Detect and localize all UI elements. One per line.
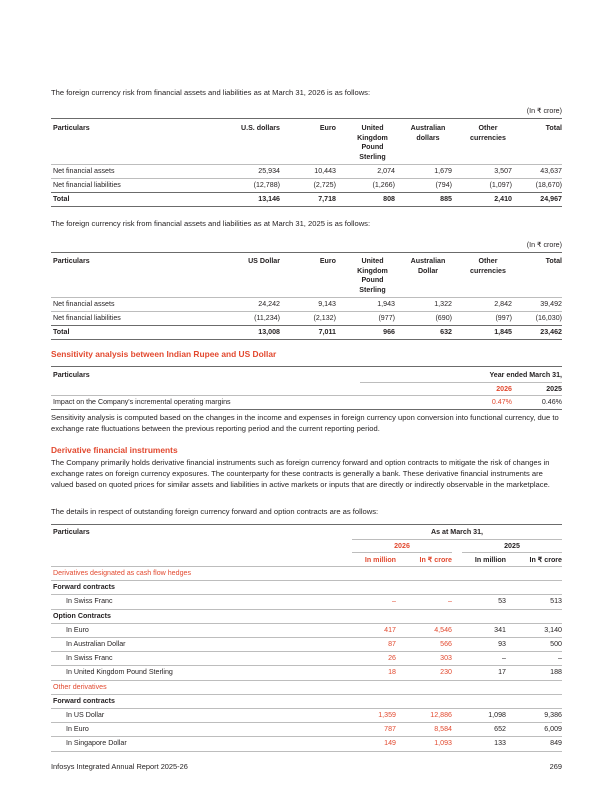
table2-cell: 966 — [383, 328, 395, 336]
derivatives-cell: 93 — [498, 640, 506, 648]
table2-row-label: Net financial assets — [53, 300, 115, 308]
derivatives-cell: – — [502, 654, 506, 663]
table2-cell: 7,011 — [318, 328, 336, 336]
sensitivity-year-prior: 2025 — [546, 385, 562, 393]
table1-header-usd: U.S. dollars — [240, 124, 280, 132]
derivatives-cell: 566 — [440, 640, 452, 648]
derivatives-row-label: In United Kingdom Pound Sterling — [66, 668, 173, 677]
table1-cell: 808 — [383, 195, 395, 203]
table2-cell: (2,132) — [313, 314, 336, 322]
derivatives-row-rule — [51, 722, 562, 723]
derivatives-header-group: As at March 31, — [430, 528, 484, 536]
derivatives-cell: – — [558, 654, 562, 663]
table2-cell: 24,242 — [258, 300, 280, 308]
derivatives-cell: 26 — [388, 654, 396, 663]
table2-row-rule — [51, 311, 562, 312]
derivatives-row-label: In Swiss Franc — [66, 654, 113, 663]
derivatives-cell: 17 — [498, 668, 506, 677]
derivatives-group-rule — [352, 539, 562, 540]
derivatives-header-particulars: Particulars — [53, 528, 90, 536]
derivatives-cell: 652 — [494, 725, 506, 734]
derivatives-cell: 303 — [440, 654, 452, 663]
derivatives-cell: 188 — [550, 668, 562, 677]
derivatives-row-label: In US Dollar — [66, 711, 105, 719]
table2-cell: 13,008 — [258, 328, 280, 336]
table1-header-total: Total — [545, 124, 562, 132]
table1-cell: (1,266) — [372, 181, 395, 189]
derivatives-current-rule — [352, 552, 452, 553]
sensitivity-header-rule — [51, 395, 562, 396]
derivatives-row-rule — [51, 751, 562, 752]
table1-cell: 13,146 — [258, 195, 280, 203]
table1-unit: (In ₹ crore) — [526, 107, 562, 115]
table2-cell: 1,943 — [377, 300, 395, 308]
derivatives-cell: 4,546 — [434, 625, 452, 634]
derivatives-para2: The details in respect of outstanding foreign currency forward and option contracts are as follows: — [51, 507, 379, 516]
table1-cell: (2,725) — [313, 181, 336, 189]
table1-cell: (794) — [435, 181, 452, 189]
derivatives-cell: 1,098 — [488, 711, 506, 719]
table2-cell: 632 — [440, 328, 452, 336]
derivatives-cell: 787 — [384, 725, 396, 734]
sensitivity-bottom-rule — [51, 409, 562, 410]
table1-row-rule — [51, 178, 562, 179]
derivatives-row-rule — [51, 665, 562, 666]
table2-cell: (997) — [495, 314, 512, 322]
derivatives-sub-million-prior: In million — [474, 556, 506, 564]
table2-cell: 23,462 — [540, 328, 562, 336]
table2-cell: 39,492 — [540, 300, 562, 308]
table1-row-rule — [51, 206, 562, 207]
table2-header-usd: US Dollar — [248, 257, 280, 265]
derivatives-cell: 500 — [550, 640, 562, 648]
table1-cell: 24,967 — [540, 195, 562, 203]
derivatives-row-rule — [51, 637, 562, 638]
table2-cell: 9,143 — [318, 300, 336, 308]
derivatives-sub-million-current: In million — [364, 556, 396, 564]
derivatives-cell: 1,093 — [434, 739, 452, 748]
table1-header-gbp: United Kingdom Pound Sterling — [357, 124, 388, 161]
table2-header-other: Other currencies — [470, 257, 506, 275]
derivatives-cell: 513 — [550, 597, 562, 606]
derivatives-cell: 87 — [388, 640, 396, 648]
derivatives-year-prior: 2025 — [504, 542, 520, 550]
derivatives-subgroup-label: Forward contracts — [53, 583, 115, 592]
table1-header-particulars: Particulars — [53, 124, 90, 132]
derivatives-cell: 18 — [388, 668, 396, 677]
sensitivity-note: Sensitivity analysis is computed based on the changes in the income and expenses in foreign currency upon conversion into functional currency, due to exchange rate fluctuations between the previous reporting period and the current reporting period. — [51, 413, 559, 433]
derivatives-subgroup-label: Forward contracts — [53, 696, 115, 705]
sensitivity-value-prior: 0.46% — [541, 398, 562, 406]
table1-cell: (12,788) — [253, 181, 280, 189]
derivatives-row-label: In Singapore Dollar — [66, 739, 127, 748]
derivatives-cell: 6,009 — [544, 725, 562, 734]
table2-cell: (690) — [435, 314, 452, 322]
derivatives-cell: 53 — [498, 597, 506, 606]
table2-cell: 1,322 — [434, 300, 452, 308]
derivatives-row-rule — [51, 736, 562, 737]
derivatives-cell: 849 — [550, 739, 562, 748]
footer-report-title: Infosys Integrated Annual Report 2025-26 — [51, 762, 188, 771]
derivatives-cell: 8,584 — [434, 725, 452, 734]
derivatives-row-rule — [51, 580, 562, 581]
table2-cell: 1,845 — [494, 328, 512, 336]
derivatives-row-rule — [51, 623, 562, 624]
table1-cell: 7,718 — [318, 195, 336, 203]
derivatives-heading: Derivative financial instruments — [51, 445, 178, 455]
sensitivity-row-label: Impact on the Company's incremental operating margins — [53, 398, 231, 406]
derivatives-row-rule — [51, 651, 562, 652]
table1-cell: 2,074 — [377, 167, 395, 175]
table2-top-rule — [51, 252, 562, 253]
table1-header-rule — [51, 164, 562, 165]
table1-cell: 885 — [440, 195, 452, 203]
derivatives-subgroup-label: Option Contracts — [53, 611, 111, 620]
table1-intro: The foreign currency risk from financial assets and liabilities as at March 31, 2026 is as follows: — [51, 88, 371, 97]
derivatives-row-label: In Euro — [66, 725, 89, 734]
table1-cell: 10,443 — [314, 167, 336, 175]
table2-header-euro: Euro — [319, 257, 336, 265]
sensitivity-header-group: Year ended March 31, — [489, 371, 562, 379]
table1-top-rule — [51, 118, 562, 119]
table1-row-label: Net financial assets — [53, 167, 115, 175]
derivatives-cell: 1,359 — [378, 711, 396, 719]
table1-cell: 43,637 — [540, 167, 562, 175]
table2-total-rule — [51, 325, 562, 326]
derivatives-cell: 133 — [494, 739, 506, 748]
table2-header-total: Total — [545, 257, 562, 265]
derivatives-header-rule — [51, 566, 562, 567]
table2-header-particulars: Particulars — [53, 257, 90, 265]
table1-cell: 25,934 — [258, 167, 280, 175]
table1-cell: 3,507 — [494, 167, 512, 175]
sensitivity-top-rule — [51, 366, 562, 367]
table2-cell: (977) — [378, 314, 395, 322]
table1-cell: 1,679 — [434, 167, 452, 175]
table1-cell: (1,097) — [489, 181, 512, 189]
derivatives-row-label: In Euro — [66, 625, 89, 634]
table2-cell: (16,030) — [535, 314, 562, 322]
sensitivity-year-current: 2026 — [496, 385, 512, 393]
table1-header-euro: Euro — [319, 124, 336, 132]
derivatives-sub-crore-prior: In ₹ crore — [529, 556, 562, 564]
sensitivity-heading: Sensitivity analysis between Indian Rupee and US Dollar — [51, 349, 277, 359]
derivatives-top-rule — [51, 524, 562, 525]
derivatives-year-current: 2026 — [394, 542, 410, 550]
table1-row-label: Total — [53, 195, 70, 203]
derivatives-row-rule — [51, 609, 562, 610]
table2-row-label: Total — [53, 328, 70, 336]
footer-page-number: 269 — [549, 762, 562, 771]
derivatives-cell: 341 — [494, 625, 506, 634]
sensitivity-header-particulars: Particulars — [53, 371, 90, 379]
table1-row-label: Net financial liabilities — [53, 181, 121, 189]
table2-cell: (11,234) — [254, 314, 280, 322]
table1-header-other: Other currencies — [470, 124, 506, 142]
table2-row-label: Net financial liabilities — [53, 314, 121, 322]
table2-header-aud: Australian Dollar — [410, 257, 446, 275]
derivatives-cell: 417 — [384, 625, 396, 634]
derivatives-cell: 12,886 — [430, 711, 452, 719]
table2-row-rule — [51, 339, 562, 340]
derivatives-prior-rule — [462, 552, 562, 553]
table1-total-rule — [51, 192, 562, 193]
derivatives-sub-crore-current: In ₹ crore — [419, 556, 452, 564]
table2-unit: (In ₹ crore) — [526, 241, 562, 249]
table1-cell: 2,410 — [494, 195, 512, 203]
table2-header-gbp: United Kingdom Pound Sterling — [357, 257, 388, 294]
derivatives-cell: 3,140 — [544, 625, 562, 634]
derivatives-cell: 149 — [384, 739, 396, 748]
derivatives-row-rule — [51, 694, 562, 695]
derivatives-cell: 230 — [440, 668, 452, 677]
table2-cell: 2,842 — [494, 300, 512, 308]
derivatives-cell: 9,386 — [544, 711, 562, 719]
derivatives-cell: – — [448, 597, 452, 606]
derivatives-group-label: Derivatives designated as cash flow hedges — [53, 569, 192, 577]
table1-header-aud: Australian dollars — [410, 124, 446, 142]
derivatives-cell: – — [392, 597, 396, 606]
derivatives-row-rule — [51, 680, 562, 681]
derivatives-row-rule — [51, 594, 562, 595]
derivatives-group-label: Other derivatives — [53, 682, 107, 691]
table2-header-rule — [51, 297, 562, 298]
derivatives-row-rule — [51, 708, 562, 709]
table1-cell: (18,670) — [535, 181, 562, 189]
derivatives-row-label: In Swiss Franc — [66, 597, 113, 606]
sensitivity-group-rule — [360, 382, 562, 383]
derivatives-para1: The Company primarily holds derivative financial instruments such as foreign currency forward and option contracts to mitigate the risk of changes in exchange rates on foreign currency exposures. The counterparty for these contracts is generally a bank. These derivative financial instruments are valued based on quoted prices for similar assets and liabilities in active markets or inputs that are directly or indirectly observable in the marketplace. — [51, 458, 550, 489]
sensitivity-value-current: 0.47% — [491, 398, 512, 406]
table2-intro: The foreign currency risk from financial assets and liabilities as at March 31, 2025 is as follows: — [51, 219, 371, 228]
derivatives-row-label: In Australian Dollar — [66, 640, 126, 648]
